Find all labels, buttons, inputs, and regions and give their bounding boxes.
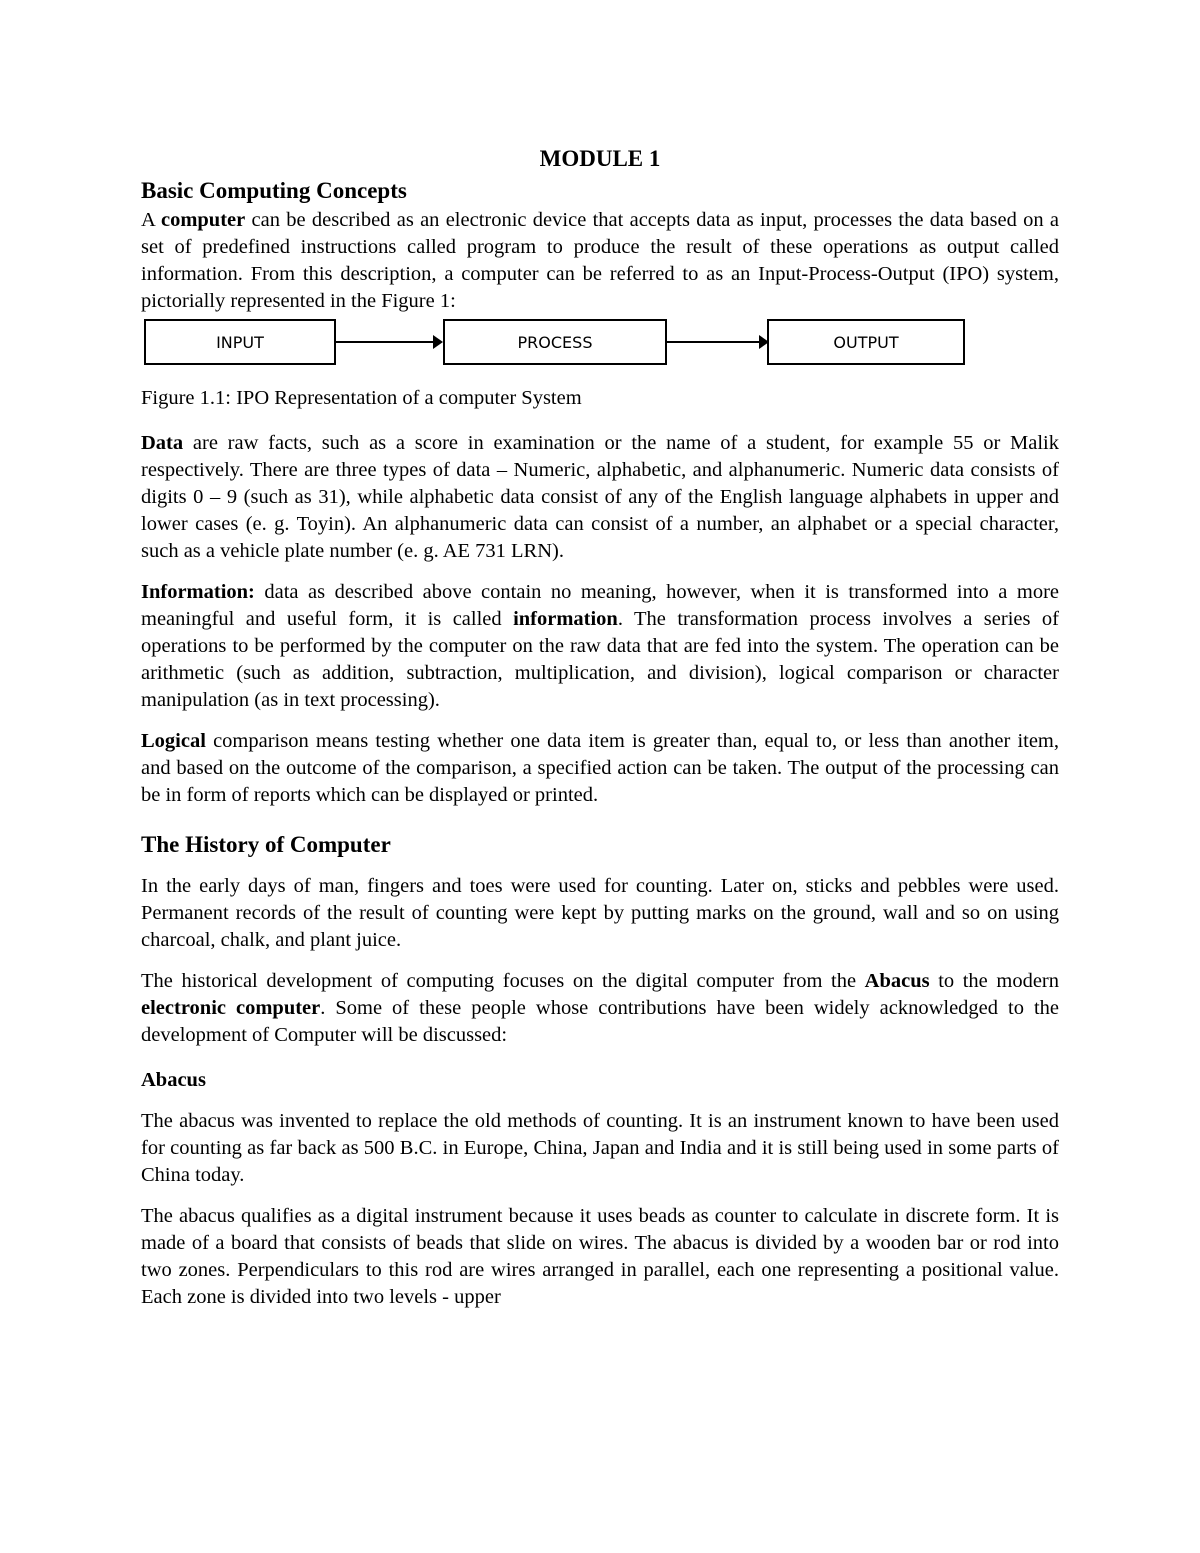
section-heading-basic-computing: Basic Computing Concepts (141, 178, 407, 203)
section-heading-history: The History of Computer (141, 832, 391, 857)
ipo-process-box: PROCESS (443, 319, 667, 365)
bold-term-logical: Logical (141, 730, 206, 752)
bold-term-information-label: Information: (141, 581, 255, 603)
ipo-input-box: INPUT (144, 319, 336, 365)
logical-paragraph: Logical comparison means testing whether one data item is greater than, equal to, or less than another item, and based on the outcome of the comparison, a specified action can be taken. The output of the processing can be in form of reports which can be displayed or printed. (141, 730, 1059, 806)
section-heading-abacus: Abacus (141, 1069, 206, 1091)
information-paragraph: Information: data as described above contain no meaning, however, when it is transformed into a more meaningful and useful form, it is called information. The transformation process involves a series of operations to be performed by the computer on the raw data that are fed into the system. The operation can be arithmetic (such as addition, subtraction, multiplication, and division), logical comparison or character manipulation (as in text processing). (141, 581, 1059, 711)
computer-definition-paragraph: A computer can be described as an electronic device that accepts data as input, processes the data based on a set of predefined instructions called program to produce the result of these operations as output called information. From this description, a computer can be referred to as an Input-Process-Output (IPO) system, pictorially represented in the Figure 1: (141, 209, 1059, 312)
bold-term-information: information (513, 608, 618, 630)
history-paragraph-2: The historical development of computing focuses on the digital computer from the Abacus to the modern electronic computer. Some of these people whose contributions have been widely acknowledged to the development of Computer will be discussed: (141, 970, 1059, 1046)
bold-term-computer: computer (160, 209, 246, 231)
bold-term-data: Data (141, 432, 184, 454)
document-page (141, 145, 1059, 1311)
arrow-process-to-output (667, 341, 767, 343)
data-paragraph: Data are raw facts, such as a score in examination or the name of a student, for example 55 or Malik respectively. There are three types of data – Numeric, alphabetic, and alphanumeric. Numeric data consists of digits 0 – 9 (such as 31), while alphabetic data consist of any of the English language alphabets in upper and lower cases (e. g. Toyin). An alphanumeric data can consist of a number, an alphabet or a special character, such as a vehicle plate number (e. g. AE 731 LRN). (141, 432, 1059, 562)
figure-caption: Figure 1.1: IPO Representation of a computer System (141, 387, 582, 409)
ipo-output-box: OUTPUT (767, 319, 965, 365)
bold-term-electronic-computer: electronic computer (141, 997, 321, 1019)
bold-term-abacus: Abacus (864, 970, 930, 992)
arrow-input-to-process (336, 341, 441, 343)
module-title: MODULE 1 (539, 146, 661, 171)
abacus-paragraph-2: The abacus qualifies as a digital instrument because it uses beads as counter to calculate in discrete form. It is made of a board that consists of beads that slide on wires. The abacus is divided by a wooden bar or rod into two zones. Perpendiculars to this rod are wires arranged in parallel, each one representing a positional value. Each zone is divided into two levels - upper (141, 1205, 1059, 1308)
history-paragraph-1: In the early days of man, fingers and toes were used for counting. Later on, sticks and pebbles were used. Permanent records of the result of counting were kept by putting marks on the ground, wall and so on using charcoal, chalk, and plant juice. (141, 875, 1059, 951)
ipo-diagram (141, 319, 1059, 371)
abacus-paragraph-1: The abacus was invented to replace the old methods of counting. It is an instrument known to have been used for counting as far back as 500 B.C. in Europe, China, Japan and India and it is still being used in some parts of China today. (141, 1110, 1059, 1186)
